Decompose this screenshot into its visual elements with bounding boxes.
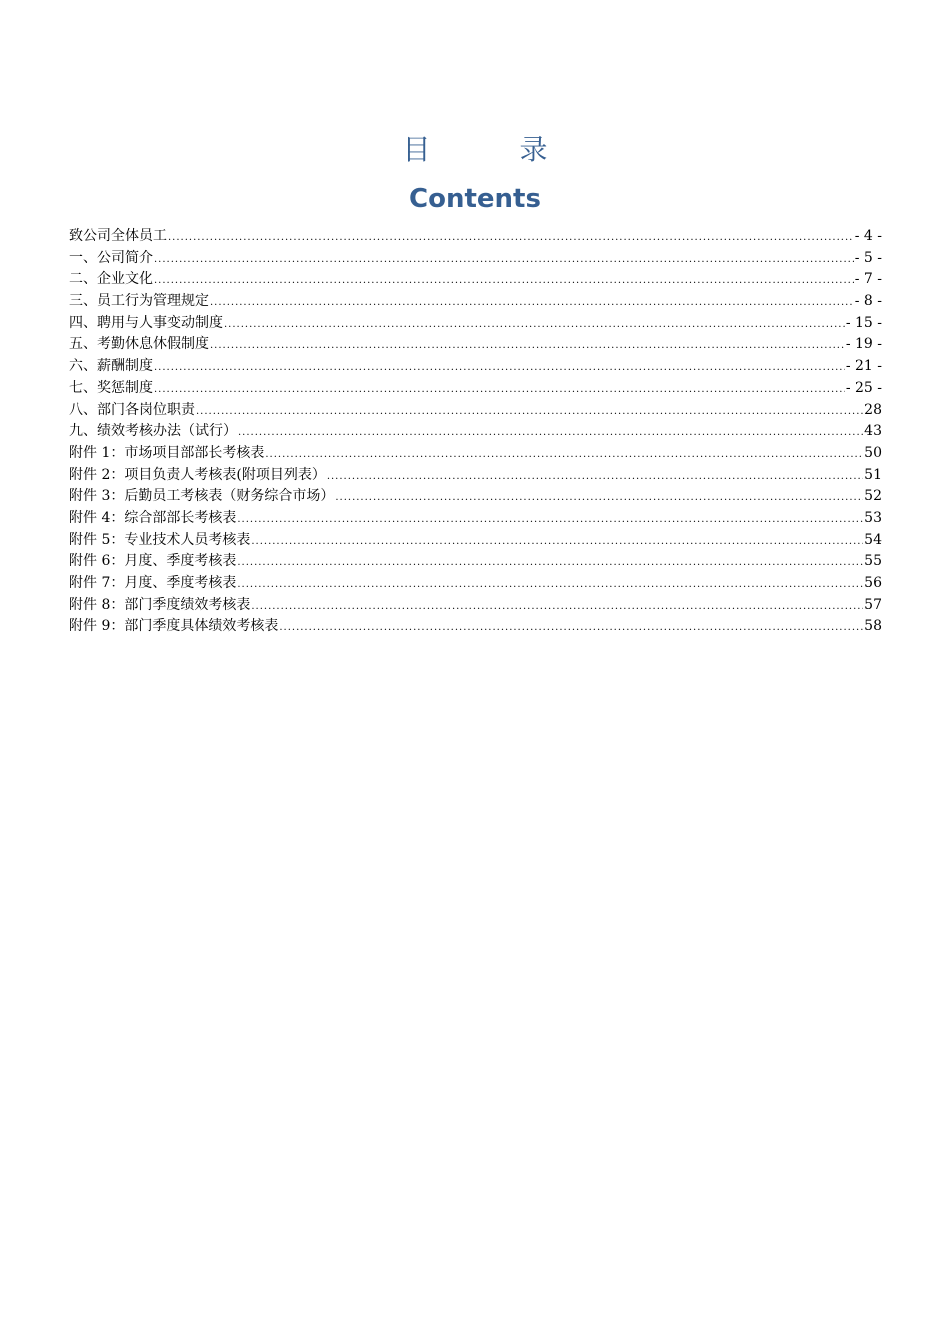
- toc-entry[interactable]: [69, 573, 882, 595]
- toc-page-number: 58: [864, 618, 882, 635]
- toc-page-number: - 5 -: [854, 249, 882, 266]
- toc-list: [69, 226, 882, 638]
- toc-page-number: - 19 -: [845, 336, 882, 353]
- toc-leader-dots: [196, 401, 863, 423]
- toc-entry[interactable]: [69, 530, 882, 552]
- toc-entry-label: 附件 3：后勤员工考核表（财务综合市场）: [69, 488, 335, 505]
- toc-leader-dots: [238, 422, 863, 444]
- toc-entry[interactable]: [69, 595, 882, 617]
- toc-page-number: 53: [864, 509, 882, 526]
- toc-entry[interactable]: [69, 443, 882, 465]
- toc-entry-label: 八、部门各岗位职责: [69, 401, 195, 418]
- toc-entry-label: 附件 5：专业技术人员考核表: [69, 531, 251, 548]
- toc-entry-label: 附件 2：项目负责人考核表(附项目列表）: [69, 466, 326, 483]
- toc-leader-dots: [154, 357, 845, 379]
- toc-entry-label: 二、企业文化: [69, 271, 153, 288]
- toc-page-number: 54: [864, 531, 882, 548]
- toc-leader-dots: [237, 509, 863, 531]
- toc-leader-dots: [279, 617, 863, 639]
- toc-entry-label: 附件 7：月度、季度考核表: [69, 575, 237, 591]
- toc-entry[interactable]: [69, 334, 882, 356]
- toc-leader-dots: [251, 531, 863, 553]
- toc-leader-dots: [224, 314, 845, 336]
- toc-entry-label: 附件 8：部门季度绩效考核表: [69, 596, 251, 613]
- toc-page-number: - 15 -: [845, 314, 882, 331]
- toc-entry[interactable]: [69, 269, 882, 291]
- toc-leader-dots: [154, 270, 854, 292]
- toc-entry[interactable]: [69, 313, 882, 335]
- toc-entry[interactable]: [69, 356, 882, 378]
- toc-leader-dots: [251, 596, 863, 618]
- toc-leader-dots: [210, 292, 854, 314]
- toc-leader-dots: [168, 227, 854, 249]
- toc-page-number: - 25 -: [845, 379, 882, 396]
- toc-page-number: 28: [864, 401, 882, 418]
- toc-entry-label: 五、考勤休息休假制度: [69, 336, 209, 353]
- toc-leader-dots: [237, 552, 863, 574]
- toc-entry-label: 六、薪酬制度: [69, 358, 153, 375]
- toc-entry-label: 附件 6：月度、季度考核表: [69, 553, 237, 570]
- toc-entry[interactable]: [69, 465, 882, 487]
- toc-entry[interactable]: [69, 226, 882, 248]
- toc-entry[interactable]: [69, 616, 882, 638]
- toc-leader-dots: [154, 249, 854, 271]
- toc-page-number: 56: [864, 575, 882, 591]
- toc-entry-label: 一、公司简介: [69, 249, 153, 266]
- toc-entry-label: 附件 4：综合部部长考核表: [69, 509, 237, 526]
- toc-page-number: 57: [864, 596, 882, 613]
- toc-title: 目 录: [402, 133, 588, 166]
- toc-leader-dots: [210, 335, 845, 357]
- toc-entry-label: 七、奖惩制度: [69, 379, 153, 396]
- toc-entry[interactable]: [69, 400, 882, 422]
- toc-leader-dots: [237, 574, 863, 596]
- toc-page-number: - 7 -: [854, 271, 882, 288]
- toc-page-number: 51: [864, 466, 882, 483]
- toc-page-number: - 4 -: [854, 228, 882, 244]
- toc-leader-dots: [265, 444, 863, 466]
- toc-leader-dots: [154, 379, 845, 401]
- toc-entry-label: 致公司全体员工: [69, 228, 167, 244]
- toc-subtitle: Contents: [409, 184, 541, 214]
- toc-page-number: - 21 -: [845, 358, 882, 375]
- toc-entry[interactable]: [69, 291, 882, 313]
- toc-entry[interactable]: [69, 378, 882, 400]
- toc-page-number: 50: [864, 444, 882, 461]
- toc-leader-dots: [335, 487, 863, 509]
- toc-entry[interactable]: [69, 421, 882, 443]
- toc-entry-label: 九、绩效考核办法（试行）: [69, 423, 237, 440]
- toc-entry[interactable]: [69, 248, 882, 270]
- toc-entry-label: 附件 1：市场项目部部长考核表: [69, 444, 265, 461]
- toc-page-number: - 8 -: [854, 293, 882, 310]
- toc-entry-label: 四、聘用与人事变动制度: [69, 314, 223, 331]
- toc-page-number: 43: [864, 423, 882, 440]
- toc-entry[interactable]: [69, 486, 882, 508]
- toc-page-number: 55: [864, 553, 882, 570]
- toc-entry-label: 三、员工行为管理规定: [69, 293, 209, 310]
- toc-entry-label: 附件 9：部门季度具体绩效考核表: [69, 618, 279, 635]
- toc-entry[interactable]: [69, 551, 882, 573]
- toc-entry[interactable]: [69, 508, 882, 530]
- toc-page-number: 52: [864, 488, 882, 505]
- toc-leader-dots: [327, 466, 863, 488]
